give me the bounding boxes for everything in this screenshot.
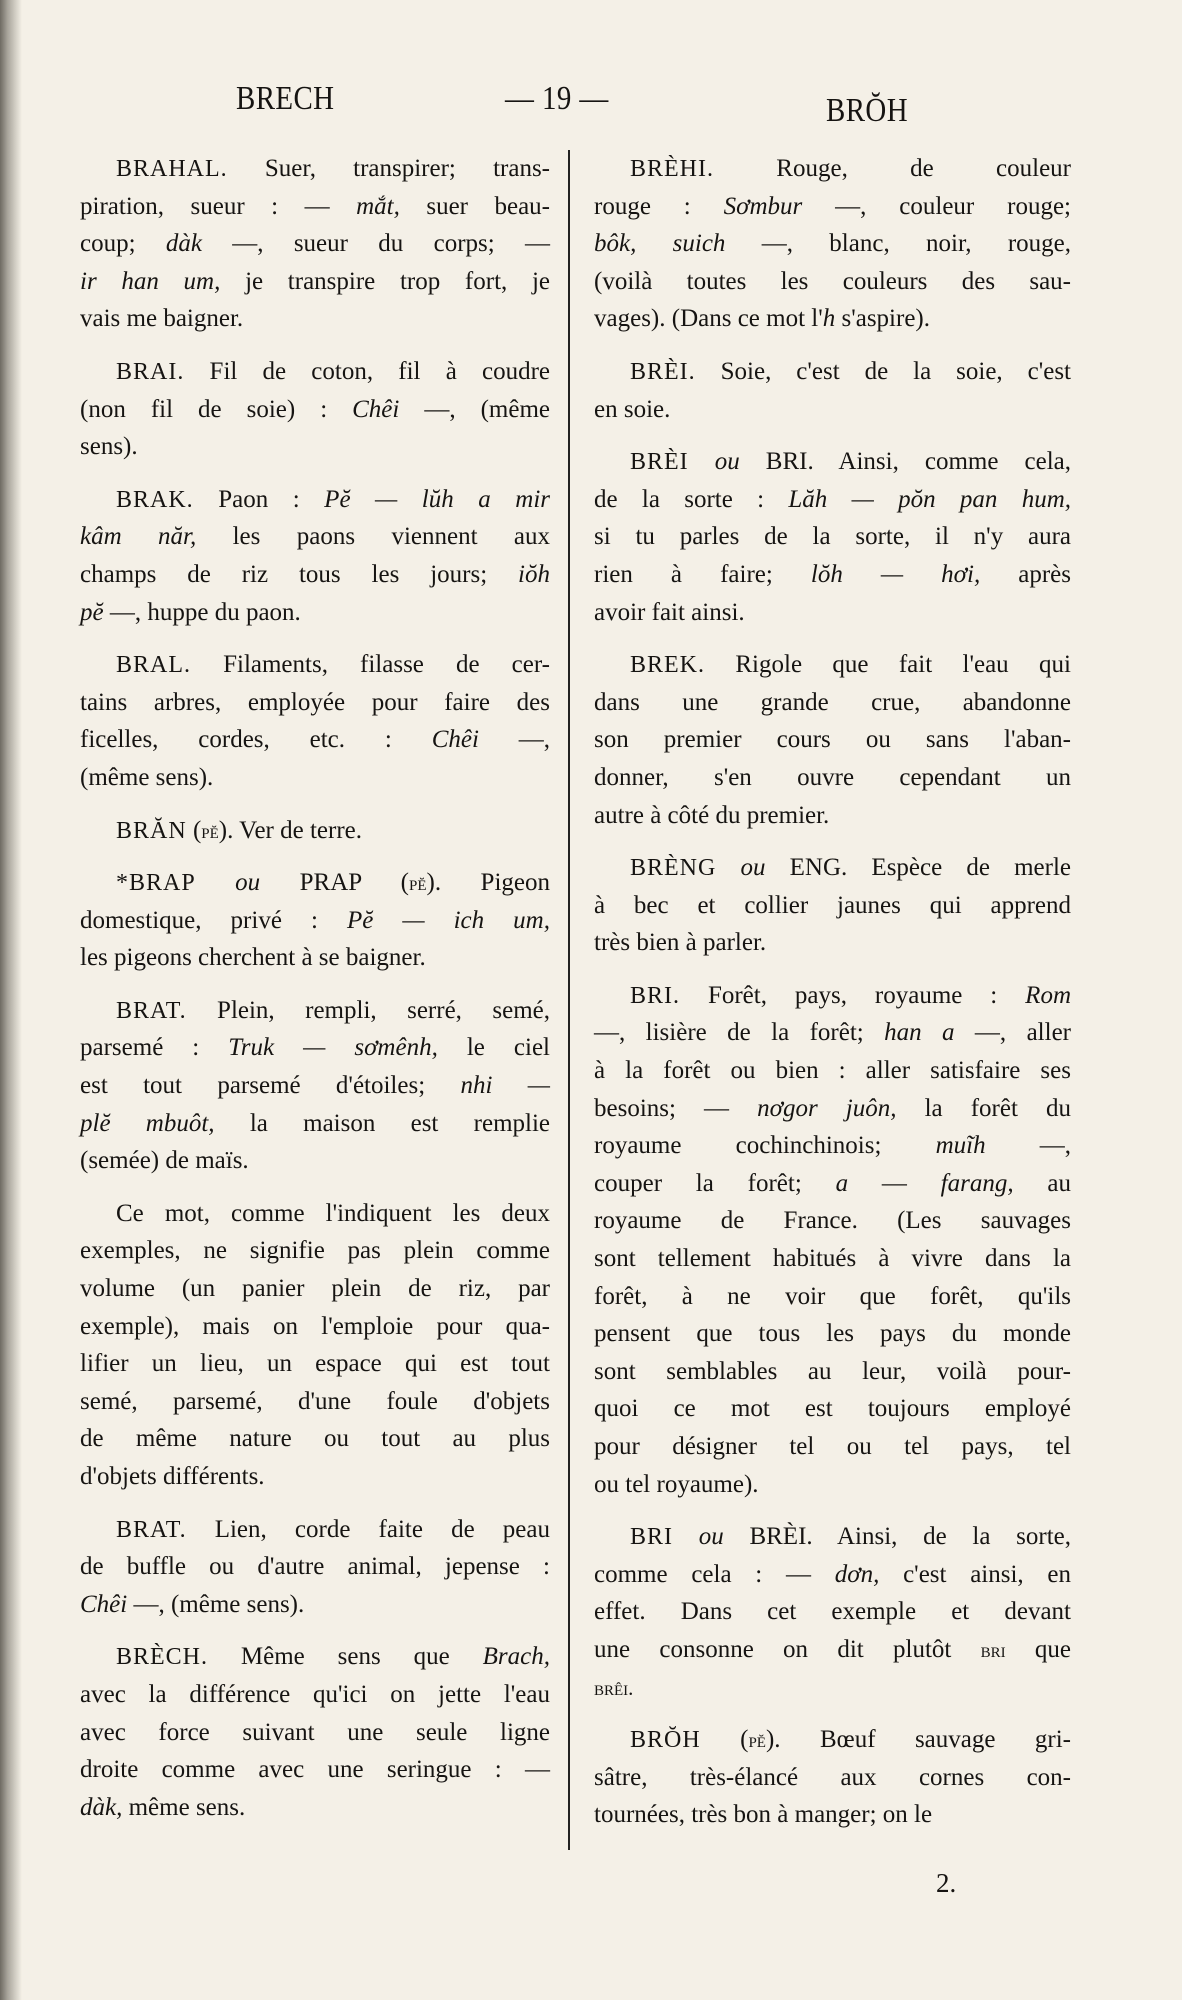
text-line (594, 924, 1071, 962)
text-run: d'objets différents. (80, 1463, 265, 1490)
text-line (594, 646, 1071, 684)
text-run: exemples, ne signifie pas plein comme (80, 1237, 550, 1265)
text-run: (semée) de maïs. (80, 1147, 249, 1175)
text-run: à la forêt ou bien : aller satisfaire ses (594, 1057, 1071, 1085)
dictionary-entry (594, 1518, 1071, 1706)
text-run: champs de riz tous les jours; (80, 560, 519, 588)
text-run: de même nature ou tout au plus (80, 1425, 550, 1453)
text-run: ). Pigeon (426, 869, 550, 897)
text-run: (même sens). (80, 763, 214, 791)
text-run: coup; (80, 230, 166, 258)
text-run: suer beau- (399, 192, 551, 220)
entry-paragraph (80, 1195, 550, 1496)
text-line (594, 1052, 1071, 1090)
text-line (80, 188, 550, 226)
text-run: sâtre, très-élancé aux cornes con- (594, 1763, 1071, 1791)
text-line (80, 759, 550, 797)
italic-example: nhi — (460, 1072, 550, 1100)
text-run: exemple), mais on l'emploie pour qua- (80, 1312, 550, 1340)
text-run: royaume de France. (Les sauvages (594, 1207, 1071, 1235)
text-run: piration, sueur : — (80, 192, 357, 220)
text-run: Plein, rempli, serré, semé, (186, 996, 550, 1024)
text-run: ). Bœuf sauvage gri- (765, 1726, 1072, 1754)
italic-example: ou (698, 1523, 724, 1551)
text-run: s'aspire). (835, 305, 931, 333)
text-line (594, 684, 1071, 722)
text-line (80, 721, 550, 759)
text-line (80, 391, 550, 429)
text-line (594, 188, 1071, 226)
text-run: — (848, 1169, 941, 1197)
dictionary-entry (594, 443, 1071, 631)
text-line (80, 1511, 550, 1549)
text-line (80, 902, 550, 940)
italic-example: pĕ (80, 598, 104, 626)
italic-example: Chêi (80, 1590, 128, 1618)
headword: BRI (630, 1524, 674, 1551)
small-caps-run: brêi. (594, 1675, 634, 1700)
italic-example: ir han um, (80, 267, 221, 295)
text-run: dans une grande crue, abandonne (594, 688, 1071, 716)
text-line (594, 1518, 1071, 1556)
italic-example: a (835, 1169, 849, 1197)
text-run: droite comme avec une seringue : — (80, 1756, 550, 1784)
text-run: son premier cours ou sans l'aban- (594, 726, 1071, 754)
text-run: royaume cochinchinois; (594, 1132, 936, 1160)
italic-example: plĕ mbuôt, (80, 1109, 215, 1137)
text-run: pour désigner tel ou tel pays, tel (594, 1433, 1071, 1460)
text-run: au (1013, 1169, 1071, 1197)
italic-example: Truk — sơmênh, (228, 1034, 438, 1062)
text-line (594, 1796, 1071, 1834)
dictionary-entry (80, 481, 550, 631)
text-run: ou tel royaume). (594, 1470, 759, 1498)
italic-example: dơn, (834, 1560, 880, 1588)
column-divider (568, 150, 570, 1850)
text-line (594, 1202, 1071, 1240)
dictionary-entry (594, 646, 1071, 834)
text-run: —, (985, 1132, 1072, 1160)
text-line (80, 1383, 550, 1421)
text-run: Soie, c'est de la soie, c'est (695, 357, 1071, 385)
text-run: quoi ce mot est toujours employé (594, 1395, 1071, 1423)
italic-example: lŏh — hơi, (810, 560, 981, 588)
text-run: de la sorte : (594, 485, 789, 513)
dictionary-entry (594, 1721, 1071, 1834)
text-line (80, 428, 550, 466)
italic-example: ou (714, 448, 740, 476)
text-line (80, 646, 550, 684)
text-line (594, 1390, 1071, 1428)
text-run: Rigole que fait l'eau qui (705, 651, 1071, 679)
text-run: pensent que tous les pays du monde (594, 1320, 1071, 1348)
dictionary-entry (80, 150, 550, 338)
text-run: besoins; — (594, 1094, 758, 1122)
page-number: — 19 — (505, 80, 609, 117)
small-caps-run: pĕ (201, 818, 219, 843)
text-run: Filaments, filasse de cer- (191, 651, 550, 679)
headword: BRI. (630, 982, 681, 1009)
text-run: forêt, à ne voir que forêt, qu'ils (594, 1282, 1071, 1310)
running-head-left: BRECH (236, 80, 335, 117)
text-line (80, 1714, 550, 1752)
text-run: —, huppe du paon. (103, 598, 301, 626)
text-line (80, 556, 550, 594)
text-line (80, 1676, 550, 1714)
headword: BREK. (630, 652, 706, 679)
text-line (594, 849, 1071, 887)
text-run: rouge : (594, 192, 724, 220)
text-line (80, 1638, 550, 1676)
text-line (80, 481, 550, 519)
italic-example: Chêi (431, 726, 479, 754)
text-line (594, 594, 1071, 632)
text-run: tournées, très bon à manger; on le (594, 1801, 933, 1829)
text-run: ( (700, 1726, 749, 1754)
italic-example: muĩh (935, 1132, 986, 1160)
text-run (673, 1523, 699, 1550)
text-line (80, 939, 550, 977)
signature-mark: 2. (936, 1868, 957, 1898)
headword: BRÈCH. (116, 1644, 209, 1671)
text-line (594, 556, 1071, 594)
text-line (80, 594, 550, 632)
headword: BRAT. (116, 1516, 187, 1543)
text-line (80, 518, 550, 556)
text-line (80, 864, 550, 902)
text-run: vages). (Dans ce mot l' (594, 305, 823, 333)
text-run: Rouge, de couleur (714, 155, 1071, 182)
text-line (594, 1556, 1071, 1594)
text-run: tains arbres, employée pour faire des (80, 688, 550, 716)
text-run: Fil de coton, fil à coudre (184, 357, 550, 385)
italic-example: dàk, (80, 1793, 123, 1821)
headword: *BRAP (116, 870, 196, 897)
headword: BRÈI (630, 449, 689, 476)
dictionary-entry (80, 812, 550, 850)
text-line (594, 1721, 1071, 1759)
italic-example: Lăh — pŏn pan hum, (788, 485, 1071, 513)
text-run (716, 854, 740, 881)
text-line (80, 1420, 550, 1458)
text-line (80, 812, 550, 850)
small-caps-run: pĕ (748, 1728, 766, 1753)
text-line (594, 1090, 1071, 1128)
text-line (594, 150, 1071, 188)
text-line (594, 1165, 1071, 1203)
text-line (594, 1428, 1071, 1466)
text-run (196, 869, 235, 896)
text-line (80, 225, 550, 263)
text-run: même sens. (122, 1793, 246, 1821)
headword: BRAL. (116, 652, 192, 679)
text-line (594, 1315, 1071, 1353)
text-run: la maison est remplie (214, 1109, 550, 1137)
text-line (594, 977, 1071, 1015)
text-run: parsemé : (80, 1034, 229, 1062)
text-run: —, couleur rouge; (802, 192, 1071, 220)
text-run: (voilà toutes les couleurs des sau- (594, 267, 1071, 295)
text-line (80, 1458, 550, 1496)
text-line (594, 443, 1071, 481)
text-run: BRÈI. Ainsi, de la sorte, (723, 1523, 1072, 1551)
text-run: ( (186, 816, 202, 844)
text-run: en soie. (594, 395, 671, 423)
text-run: sont semblables au leur, voilà pour- (594, 1357, 1071, 1385)
text-line (594, 887, 1071, 925)
book-binding-edge (0, 0, 22, 2000)
italic-example: farang, (940, 1169, 1014, 1197)
text-line (594, 1240, 1071, 1278)
text-run: Même sens que (208, 1643, 483, 1671)
text-line (594, 1631, 1071, 1669)
italic-example: h (822, 305, 836, 333)
dictionary-entry (594, 150, 1071, 338)
italic-example: kâm năr, (80, 523, 197, 551)
dictionary-entry (80, 1638, 550, 1826)
text-run: très bien à parler. (594, 929, 767, 957)
left-column (80, 150, 550, 1841)
italic-example: dàk (165, 230, 202, 258)
text-line (80, 150, 550, 188)
text-run: ). Ver de terre. (218, 816, 362, 844)
text-run: —, blanc, noir, rouge, (725, 230, 1071, 258)
italic-example: han a (884, 1019, 955, 1047)
text-line (594, 721, 1071, 759)
text-line (80, 992, 550, 1030)
italic-example: Chêi (352, 395, 400, 423)
text-run: —, sueur du corps; — (201, 230, 551, 258)
text-run: ENG. Espèce de merle (765, 854, 1071, 882)
text-run: —, (même (399, 395, 550, 423)
dictionary-entry (594, 977, 1071, 1503)
text-run: volume (un panier plein de riz, par (80, 1275, 550, 1303)
text-line (80, 1232, 550, 1270)
text-line (80, 263, 550, 301)
headword: BRAI. (116, 358, 185, 385)
italic-example: mắt, (356, 192, 400, 220)
text-run: Forêt, pays, royaume : (680, 981, 1026, 1009)
dictionary-entry (80, 1511, 550, 1624)
text-run: que (1005, 1635, 1071, 1663)
text-line (594, 1466, 1071, 1504)
text-run: à bec et collier jaunes qui apprend (594, 891, 1071, 919)
text-line (594, 759, 1071, 797)
text-run: ficelles, cordes, etc. : (80, 726, 432, 754)
headword: BRÈNG (630, 855, 717, 882)
italic-example: nơgor juôn, (757, 1094, 897, 1122)
text-line (80, 1548, 550, 1586)
text-run: c'est ainsi, en (879, 1560, 1072, 1588)
text-line (80, 300, 550, 338)
text-run: autre à côté du premier. (594, 801, 830, 829)
italic-example: Rom (1025, 981, 1071, 1009)
text-line (594, 1669, 1071, 1707)
text-line (80, 353, 550, 391)
text-run: Lien, corde faite de peau (186, 1515, 550, 1543)
text-run: PRAP ( (260, 869, 409, 897)
text-run: Ce mot, comme l'indiquent les deux (116, 1199, 550, 1227)
text-run: si tu parles de la sorte, il n'y aura (594, 523, 1071, 551)
text-run: semé, parsemé, d'une foule d'objets (80, 1387, 550, 1415)
text-run: les paons viennent aux (196, 523, 550, 551)
text-run: BRI. Ainsi, comme cela, (739, 448, 1071, 476)
text-line (80, 1751, 550, 1789)
headword: BRŎH (630, 1727, 701, 1754)
text-run: domestique, privé : (80, 906, 347, 934)
text-line (80, 1029, 550, 1067)
text-run: les pigeons cherchent à se baigner. (80, 944, 426, 972)
small-caps-run: pĕ (409, 871, 427, 896)
text-line (594, 263, 1071, 301)
headword: BRĂN (116, 817, 187, 844)
text-run: —, lisière de la forêt; (594, 1019, 885, 1047)
italic-example: Pĕ — lŭh a mir (324, 485, 550, 513)
text-line (594, 1759, 1071, 1797)
dictionary-entry (80, 646, 550, 796)
italic-example: ou (740, 854, 766, 882)
text-line (594, 518, 1071, 556)
text-line (80, 684, 550, 722)
text-run: Paon : (193, 485, 325, 513)
text-line (594, 1593, 1071, 1631)
text-line (80, 1195, 550, 1233)
headword: BRAHAL. (116, 156, 228, 182)
dictionary-entry (594, 849, 1071, 962)
text-run (689, 448, 715, 475)
text-run: la forêt du (896, 1094, 1071, 1122)
headword: BRÈI. (630, 358, 696, 385)
text-run: je transpire trop fort, je (220, 267, 550, 295)
text-line (80, 1270, 550, 1308)
text-run: (non fil de soie) : (80, 395, 353, 423)
text-line (80, 1105, 550, 1143)
text-line (594, 225, 1071, 263)
text-line (594, 481, 1071, 519)
text-line (594, 391, 1071, 429)
text-run: vais me baigner. (80, 305, 244, 333)
headword: BRÈHI. (630, 156, 714, 182)
text-line (594, 797, 1071, 835)
text-line (80, 1789, 550, 1827)
text-run: sens). (80, 433, 138, 461)
text-run: effet. Dans cet exemple et devant (594, 1598, 1071, 1626)
text-run: rien à faire; (594, 560, 811, 588)
italic-example: Pĕ — ich um, (346, 906, 550, 934)
italic-example: Sơmbur (723, 192, 803, 220)
italic-example: bôk, suich (594, 230, 726, 258)
dictionary-entry (80, 353, 550, 466)
text-line (80, 1345, 550, 1383)
running-head-right: BRŎH (826, 92, 908, 129)
dictionary-entry (80, 864, 550, 977)
text-run: avec la différence qu'ici on jette l'eau (80, 1680, 550, 1708)
dictionary-entry (80, 992, 550, 1180)
text-run: —, (même sens). (127, 1590, 305, 1618)
text-line (594, 1353, 1071, 1391)
text-line (80, 1142, 550, 1180)
dictionary-entry (594, 353, 1071, 428)
text-run: couper la forêt; (594, 1169, 836, 1197)
text-run: une consonne on dit plutôt (594, 1635, 981, 1663)
text-run: —, aller (954, 1019, 1071, 1047)
italic-example: Brach, (482, 1643, 550, 1671)
text-run: avec force suivant une seule ligne (80, 1718, 550, 1746)
text-run: le ciel (437, 1034, 550, 1062)
text-run: avoir fait ainsi. (594, 598, 745, 626)
small-caps-run: bri (980, 1637, 1006, 1662)
text-run: donner, s'en ouvre cependant un (594, 763, 1071, 791)
italic-example: iŏh (518, 560, 550, 588)
text-run: est tout parsemé d'étoiles; (80, 1072, 461, 1100)
italic-example: ou (235, 869, 261, 897)
right-column (594, 150, 1071, 1849)
text-run: de buffle ou d'autre animal, jepense : (80, 1553, 550, 1581)
text-run: comme cela : — (594, 1560, 835, 1588)
text-line (80, 1586, 550, 1624)
text-line (594, 1127, 1071, 1165)
text-line (594, 1278, 1071, 1316)
text-line (80, 1067, 550, 1105)
text-run: Suer, transpirer; trans- (227, 155, 550, 182)
text-line (594, 353, 1071, 391)
text-run: —, (478, 726, 551, 754)
text-line (594, 300, 1071, 338)
text-run: après (980, 560, 1072, 588)
headword: BRAK. (116, 486, 194, 513)
text-line (594, 1014, 1071, 1052)
text-line (80, 1308, 550, 1346)
text-run: sont tellement habitués à vivre dans la (594, 1245, 1071, 1273)
text-run: lifier un lieu, un espace qui est tout (80, 1350, 550, 1378)
headword: BRAT. (116, 997, 187, 1024)
